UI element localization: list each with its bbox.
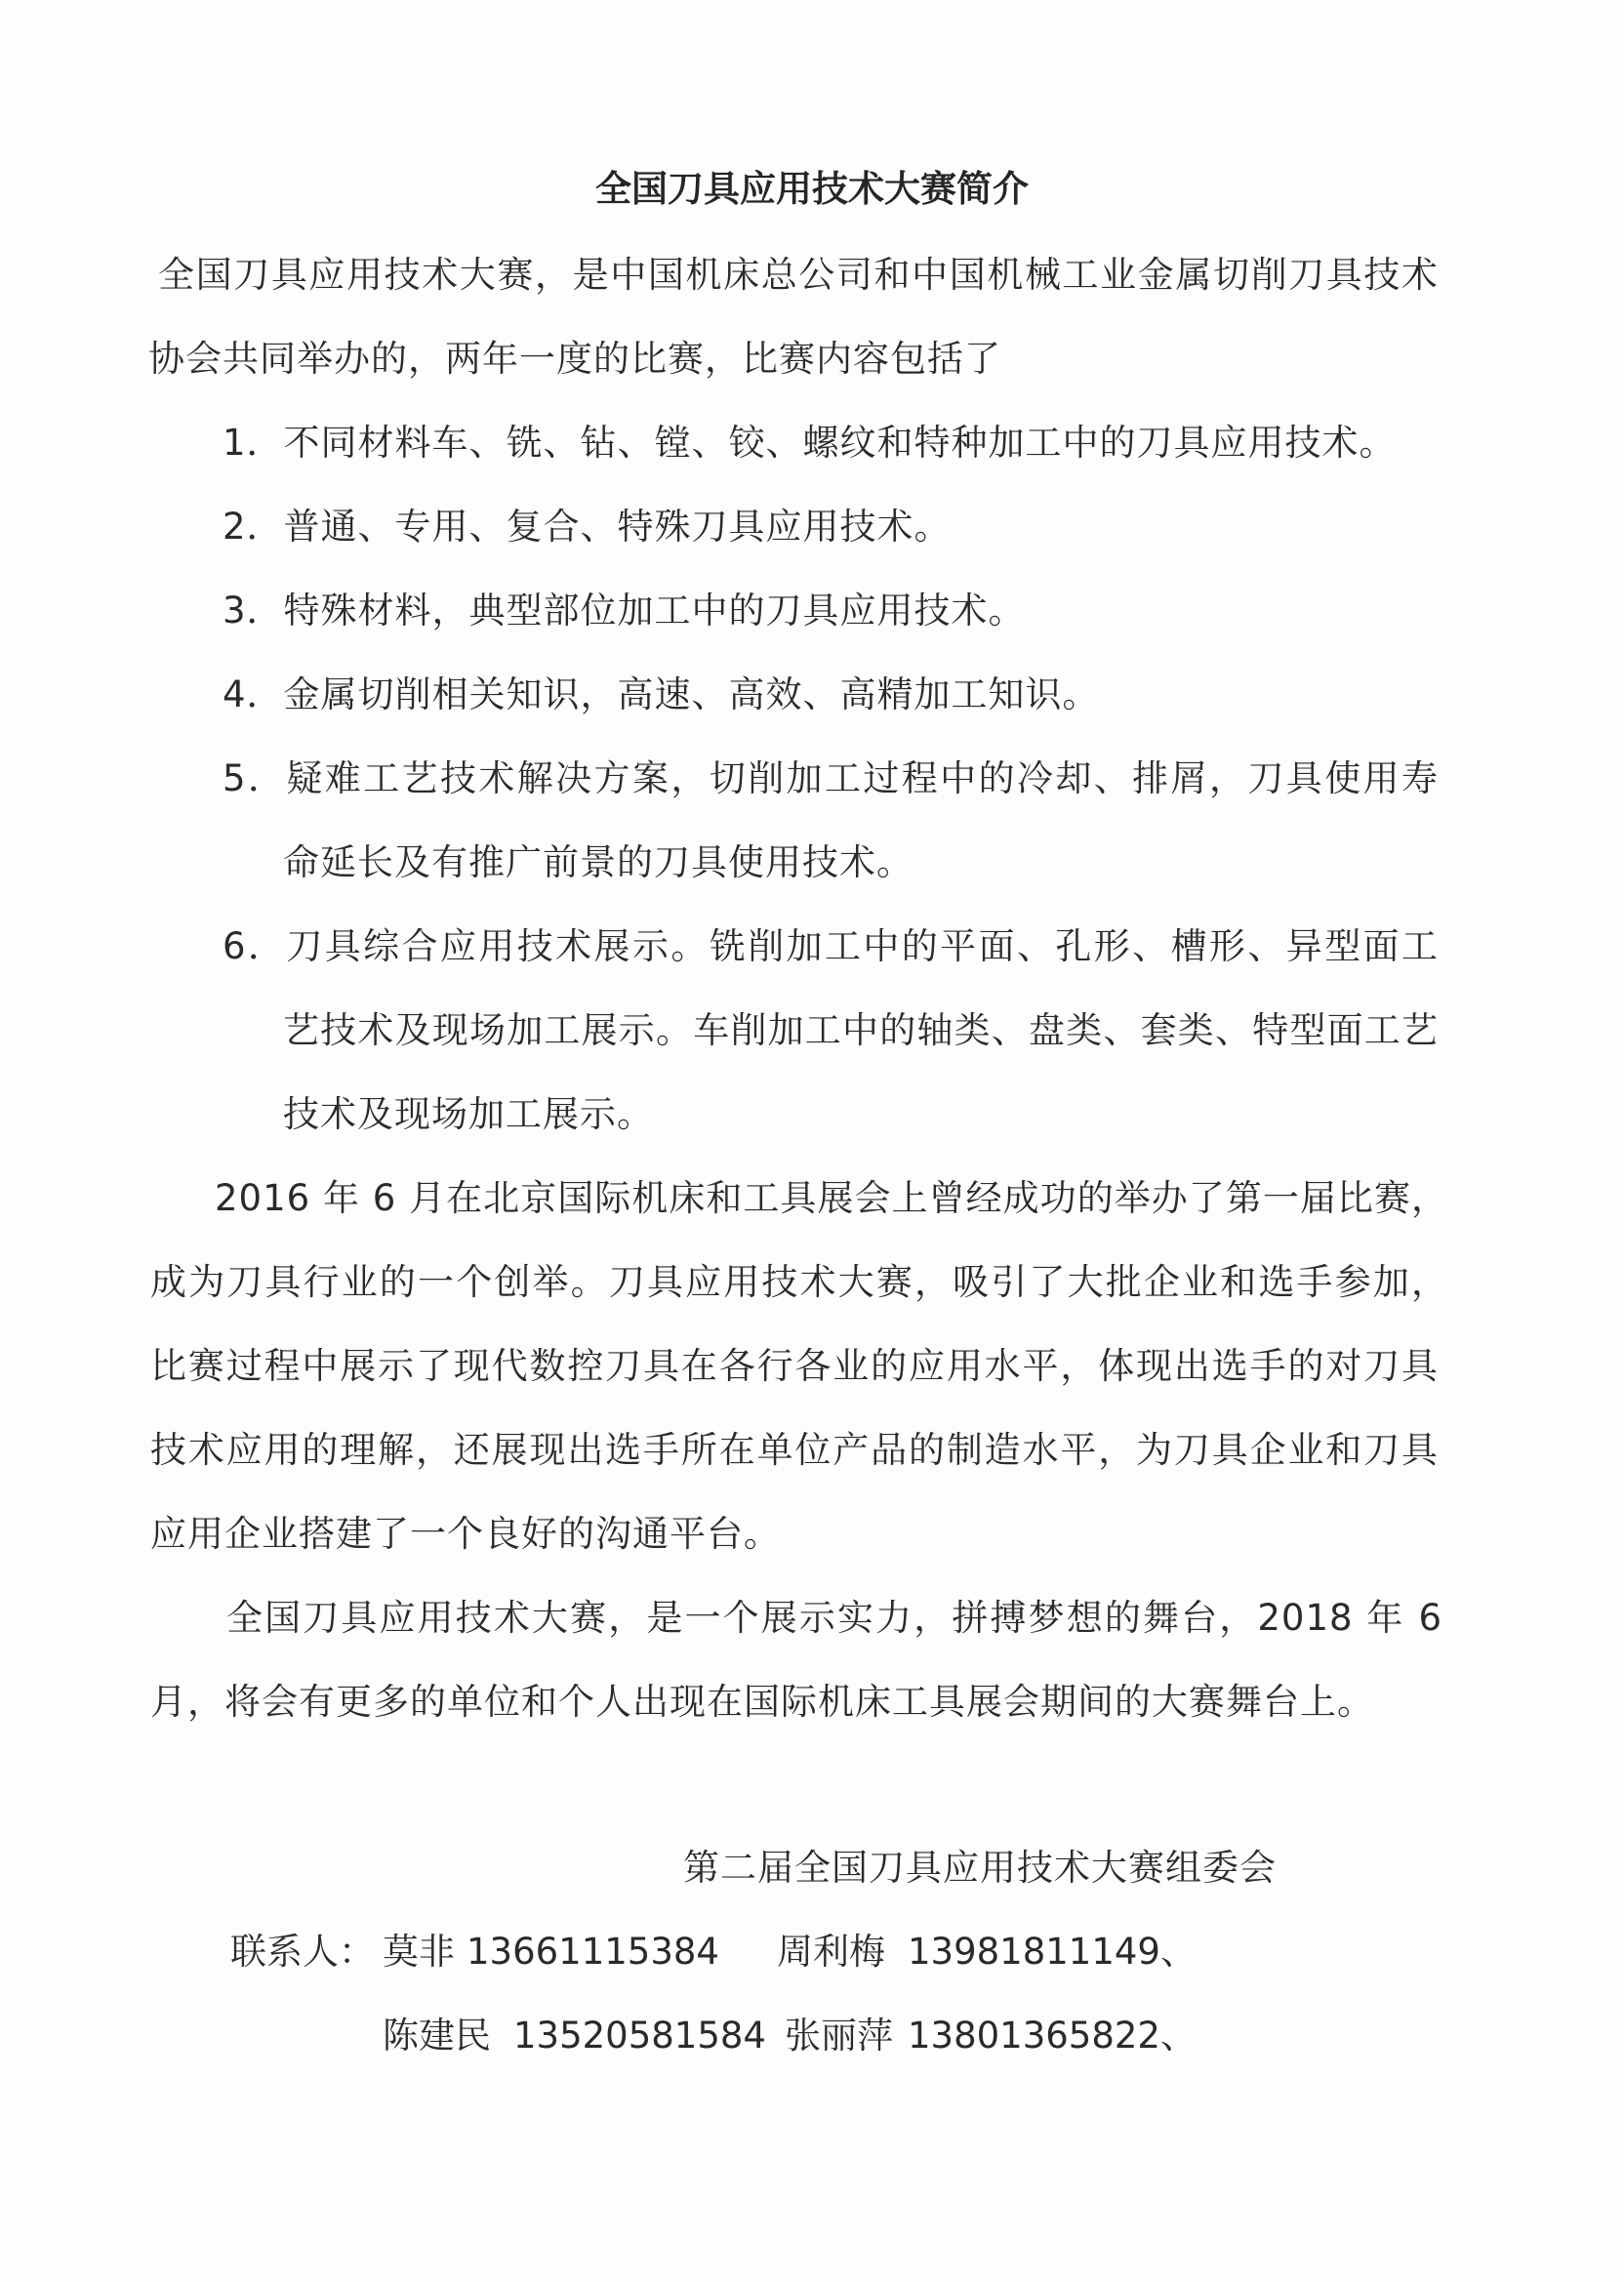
intro-line-2: 协会共同举办的，两年一度的比赛，比赛内容包括了 xyxy=(148,338,1001,380)
para2-line-4: 技术应用的理解，还展现出选手所在单位产品的制造水平，为刀具企业和刀具 xyxy=(150,1429,1439,1471)
list-item-3: 3．特殊材料，典型部位加工中的刀具应用技术。 xyxy=(223,590,1026,632)
para3-line-2: 月，将会有更多的单位和个人出现在国际机床工具展会期间的大赛舞台上。 xyxy=(150,1681,1374,1723)
list-item-4: 4．金属切削相关知识，高速、高效、高精加工知识。 xyxy=(223,673,1100,715)
para2-line-2: 成为刀具行业的一个创举。刀具应用技术大赛，吸引了大批企业和选手参加， xyxy=(150,1261,1448,1303)
contact-label: 联系人： xyxy=(230,1931,375,1973)
contact-phone-2: 13981811149、 xyxy=(908,1931,1197,1973)
list-item-2: 2．普通、专用、复合、特殊刀具应用技术。 xyxy=(223,506,952,548)
contact-phone-4: 13801365822、 xyxy=(908,2015,1197,2057)
list-item-5-line-2: 命延长及有推广前景的刀具使用技术。 xyxy=(283,841,914,883)
document-title: 全国刀具应用技术大赛简介 xyxy=(595,168,1029,210)
para2-line-1: 2016 年 6 月在北京国际机床和工具展会上曾经成功的举办了第一届比赛， xyxy=(215,1177,1448,1219)
list-item-6-line-3: 技术及现场加工展示。 xyxy=(283,1093,654,1135)
contact-name-4: 张丽萍 xyxy=(785,2015,893,2057)
list-item-6-line-2: 艺技术及现场加工展示。车削加工中的轴类、盘类、套类、特型面工艺 xyxy=(283,1009,1439,1051)
contact-name-3: 陈建民 xyxy=(383,2015,491,2057)
contact-phone-3: 13520581584 xyxy=(513,2015,766,2057)
list-item-5-line-1: 5．疑难工艺技术解决方案，切削加工过程中的冷却、排屑，刀具使用寿 xyxy=(223,757,1439,799)
list-item-1: 1．不同材料车、铣、钻、镗、铰、螺纹和特种加工中的刀具应用技术。 xyxy=(223,422,1397,464)
para2-line-3: 比赛过程中展示了现代数控刀具在各行各业的应用水平，体现出选手的对刀具 xyxy=(150,1345,1439,1387)
contact-name-2: 周利梅 xyxy=(777,1931,885,1973)
para2-line-5: 应用企业搭建了一个良好的沟通平台。 xyxy=(150,1513,781,1555)
contact-name-1: 莫非 xyxy=(383,1931,455,1973)
contact-phone-1: 13661115384 xyxy=(467,1931,719,1973)
intro-line-1: 全国刀具应用技术大赛，是中国机床总公司和中国机械工业金属切削刀具技术 xyxy=(158,254,1439,296)
para3-line-1: 全国刀具应用技术大赛，是一个展示实力，拼搏梦想的舞台，2018 年 6 xyxy=(226,1597,1442,1639)
organizer-signature: 第二届全国刀具应用技术大赛组委会 xyxy=(683,1847,1277,1889)
list-item-6-line-1: 6．刀具综合应用技术展示。铣削加工中的平面、孔形、槽形、异型面工 xyxy=(223,925,1439,967)
